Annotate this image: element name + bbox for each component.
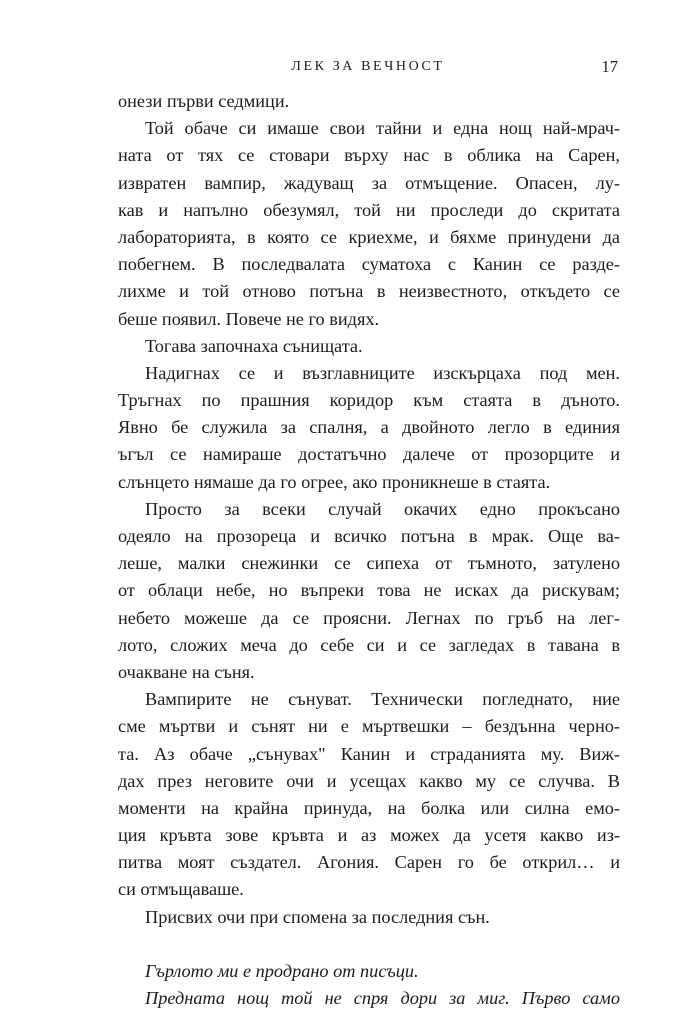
italic-text-line: Предната нощ той не спря дори за миг. Първо само xyxy=(145,988,620,1009)
text-line: слънцето нямаше да го огрее, ако проникнеше в стаята. xyxy=(118,471,551,492)
text-line: Тръгнах по прашния коридор към стаята в дъното. xyxy=(118,390,620,411)
text-line: моменти на крайна принуда, на болка или силна емо- xyxy=(118,797,620,818)
text-line: Той обаче си имаше свои тайни и една нощ най-мрач- xyxy=(145,118,620,139)
text-line: Вампирите не сънуват. Технически погледнато, ние xyxy=(145,689,620,710)
running-header xyxy=(118,55,618,79)
text-line: кав и напълно обезумял, той ни проследи до скритата xyxy=(118,199,620,220)
text-line: очакване на съня. xyxy=(118,661,255,682)
text-line: лешe, малки снежинки се сипеха от тъмното, затулено xyxy=(118,553,620,574)
text-line: питва моят създател. Агония. Сарен го бе открил… и xyxy=(118,852,620,873)
text-line: лабораторията, в която се криехме, и бяхме принудени да xyxy=(118,226,620,247)
text-line: онези първи седмици. xyxy=(118,91,290,111)
text-line: ната от тях се стовари върху нас в облика на Сарен, xyxy=(118,145,620,166)
text-line: Надигнах се и възглавниците изскърцаха под мен. xyxy=(145,362,620,383)
text-line: беше появил. Повече не го видях. xyxy=(118,308,380,329)
italic-text-line: Гърлото ми е продрано от писъци. xyxy=(145,961,419,981)
text-line: ъгъл се намираше достатъчно далече от прозорците и xyxy=(118,444,620,465)
text-line: си отмъщаваше. xyxy=(118,879,244,900)
text-line: Просто за всеки случай окачих едно прокъсано xyxy=(145,498,620,519)
text-line: лихме и той отново потъна в неизвестното, откъдето се xyxy=(118,281,620,302)
text-line: небето можеше да се проясни. Легнах по гръб на лег- xyxy=(118,607,620,628)
text-line: одеяло на прозореца и всичко потъна в мрак. Още ва- xyxy=(118,526,620,546)
text-line: сме мъртви и сънят ни е мъртвешки – бездънна черно- xyxy=(118,716,620,737)
page-number: 17 xyxy=(601,57,618,76)
text-line: Явно бе служила за спалня, а двойното легло в единия xyxy=(118,417,620,438)
text-line: ция кръвта зове кръвта и аз можех да усетя какво из- xyxy=(118,825,620,846)
text-line: побегнем. В последвалата суматоха с Канин се разде- xyxy=(118,254,620,275)
blank-line xyxy=(118,931,620,958)
text-line: дах през неговите очи и усещах какво му се случва. В xyxy=(118,770,620,791)
text-line: Тогава започнаха сънищата. xyxy=(145,335,363,356)
text-line: извратен вампир, жадуващ за отмъщение. Опасен, лу- xyxy=(118,172,620,193)
text-line: Присвих очи при спомена за последния сън. xyxy=(145,906,490,927)
text-line: лото, сложих меча до себе си и се загледах в тавана в xyxy=(118,634,620,655)
text-line: от облаци небе, но въпреки това не исках да рискувам; xyxy=(118,580,620,601)
text-line: та. Аз обаче „сънувах" Канин и страданията му. Виж- xyxy=(118,743,620,764)
body-text xyxy=(118,88,620,1012)
running-title: ЛЕК ЗА ВЕЧНОСТ xyxy=(291,59,445,74)
